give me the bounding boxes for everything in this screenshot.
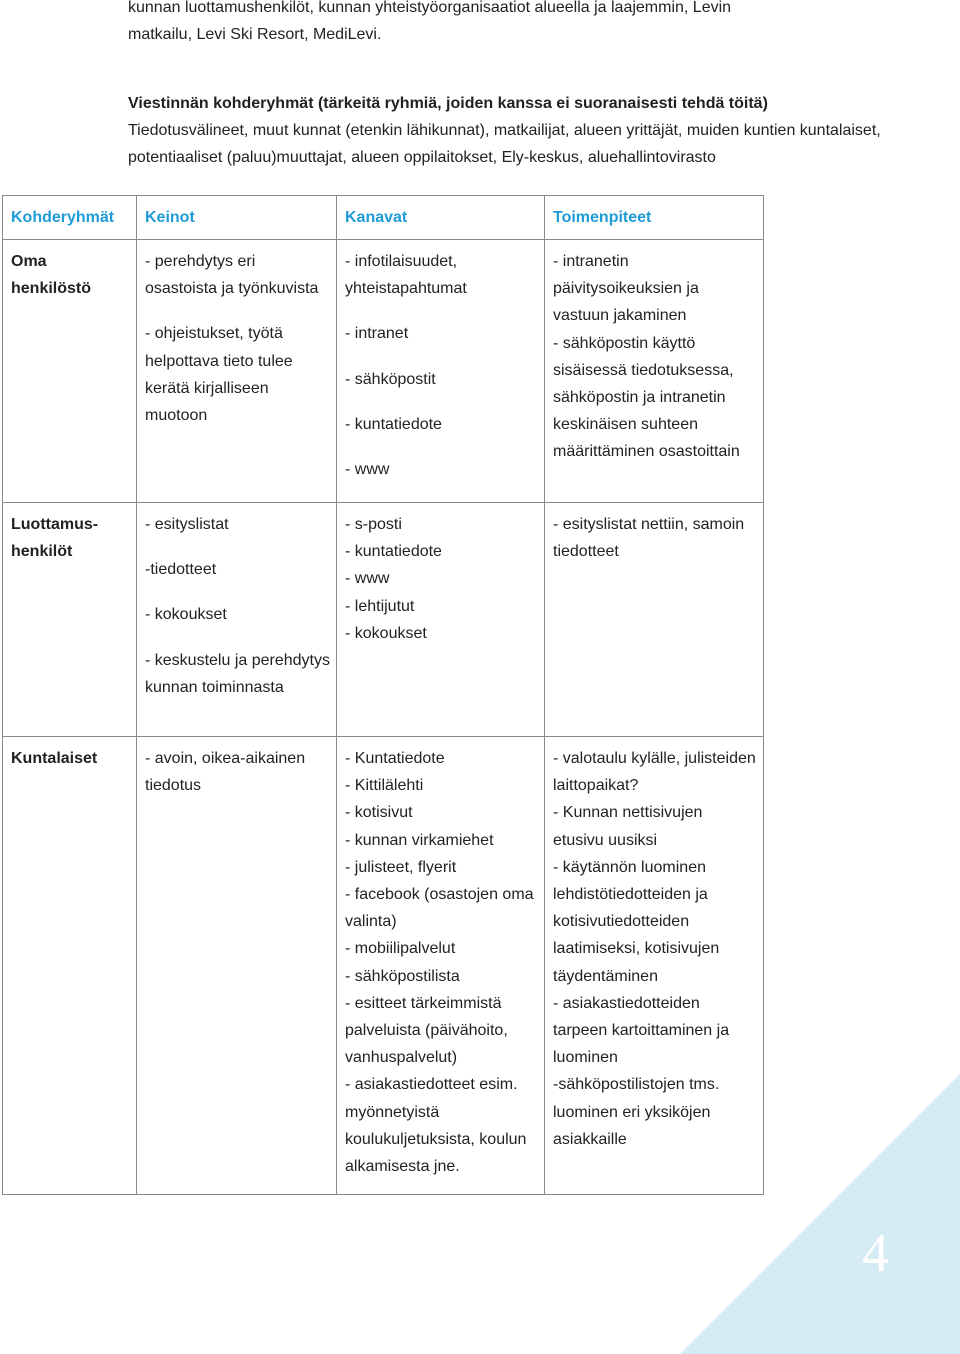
list-item: - kuntatiedote: [345, 543, 442, 561]
corner-decoration: [660, 1054, 960, 1354]
list-item: - sähköpostin käyttö sisäisessä tiedotuksessa, sähköpostin ja intranetin keskinäisen suhteen määrittäminen osastoittain: [553, 334, 740, 461]
list-item: - lehtijutut: [345, 597, 415, 615]
list-item: - julisteet, flyerit: [345, 858, 457, 876]
list-item: -sähköpostilistojen tms. luominen eri yksiköjen asiakkaille: [553, 1076, 720, 1148]
keinot-cell: [137, 737, 337, 1195]
list-item: - ohjeistukset, työtä helpottava tieto tulee kerätä kirjalliseen muotoon: [145, 325, 293, 425]
intro-line-2: matkailu, Levi Ski Resort, MediLevi.: [128, 26, 382, 43]
toimenpiteet-cell: [545, 240, 764, 503]
communication-table: [2, 195, 764, 1195]
corner-triangle: [680, 1074, 960, 1354]
header-kohderyhmat: Kohderyhmät: [3, 196, 137, 240]
list-item: - avoin, oikea-aikainen tiedotus: [145, 750, 306, 795]
list-item: - Kuntatiedote: [345, 750, 445, 767]
section-body: Tiedotusvälineet, muut kunnat (etenkin lähikunnat), matkailijat, alueen yrittäjät, muiden kuntien kuntalaiset, potentiaaliset (paluu)muuttajat, alueen oppilaitokset, Ely-keskus, aluehallintovirasto: [128, 122, 881, 166]
list-item: - kunnan virkamiehet: [345, 831, 494, 849]
list-item: - asiakastiedotteet esim. myönnetyistä koulukuljetuksista, koulun alkamisesta jne.: [345, 1076, 527, 1176]
list-item: - perehdytys eri osastoista ja työnkuvista: [145, 253, 319, 298]
section-heading: Viestinnän kohderyhmät (tärkeitä ryhmiä, joiden kanssa ei suoranaisesti tehdä töitä): [128, 95, 768, 112]
list-item: - www: [345, 461, 390, 479]
list-item: - esityslistat: [145, 516, 229, 533]
group-label: Oma henkilöstö: [11, 253, 92, 298]
table-row: [3, 503, 764, 737]
kanavat-cell: [337, 240, 545, 503]
intro-text: [128, 0, 918, 171]
list-item: - keskustelu ja perehdytys kunnan toiminnasta: [145, 651, 330, 696]
header-toimenpiteet: Toimenpiteet: [545, 196, 764, 240]
list-item: - kokoukset: [345, 624, 427, 642]
list-item: - s-posti: [345, 516, 402, 533]
row-group: [3, 503, 137, 737]
page-number: 4: [862, 1223, 889, 1283]
intro-paragraph: [128, 0, 918, 48]
list-item: - infotilaisuudet, yhteistapahtumat: [345, 253, 467, 298]
table-header-row: [3, 196, 764, 240]
header-kanavat: Kanavat: [337, 196, 545, 240]
list-item: - Kittilälehti: [345, 777, 424, 795]
table-row: [3, 737, 764, 1195]
list-item: - sähköpostit: [345, 370, 436, 388]
row-group: [3, 240, 137, 503]
list-item: - facebook (osastojen oma valinta): [345, 886, 534, 931]
kanavat-cell: [337, 503, 545, 737]
keinot-cell: [137, 503, 337, 737]
list-item: - mobiilipalvelut: [345, 940, 456, 958]
toimenpiteet-cell: [545, 503, 764, 737]
list-item: -tiedotteet: [145, 561, 217, 579]
list-item: - esitteet tärkeimmistä palveluista (päivähoito, vanhuspalvelut): [345, 994, 508, 1067]
list-item: - intranetin päivitysoikeuksien ja vastuun jakaminen: [553, 253, 699, 325]
list-item: - valotaulu kylälle, julisteiden laittopaikat?: [553, 750, 756, 795]
list-item: - esityslistat nettiin, samoin tiedotteet: [553, 516, 745, 561]
intro-line-1: kunnan luottamushenkilöt, kunnan yhteistyöorganisaatiot alueella ja laajemmin, Levin: [128, 0, 732, 16]
table-row: [3, 240, 764, 503]
group-label: Luottamus-henkilöt: [11, 516, 99, 561]
list-item: - sähköpostilista: [345, 967, 460, 985]
list-item: - kuntatiedote: [345, 415, 442, 433]
list-item: - intranet: [345, 325, 409, 343]
list-item: - asiakastiedotteiden tarpeen kartoittaminen ja luominen: [553, 994, 730, 1067]
list-item: - käytännön luominen lehdistötiedotteiden ja kotisivutiedotteiden laatimiseksi, kotisivujen täydentäminen: [553, 858, 720, 985]
kanavat-cell: [337, 737, 545, 1195]
row-group: [3, 737, 137, 1195]
list-item: - www: [345, 570, 390, 588]
group-label: Kuntalaiset: [11, 750, 98, 767]
list-item: - kokoukset: [145, 606, 227, 624]
keinot-cell: [137, 240, 337, 503]
header-keinot: Keinot: [137, 196, 337, 240]
list-item: - kotisivut: [345, 804, 413, 822]
list-item: - Kunnan nettisivujen etusivu uusiksi: [553, 804, 703, 849]
